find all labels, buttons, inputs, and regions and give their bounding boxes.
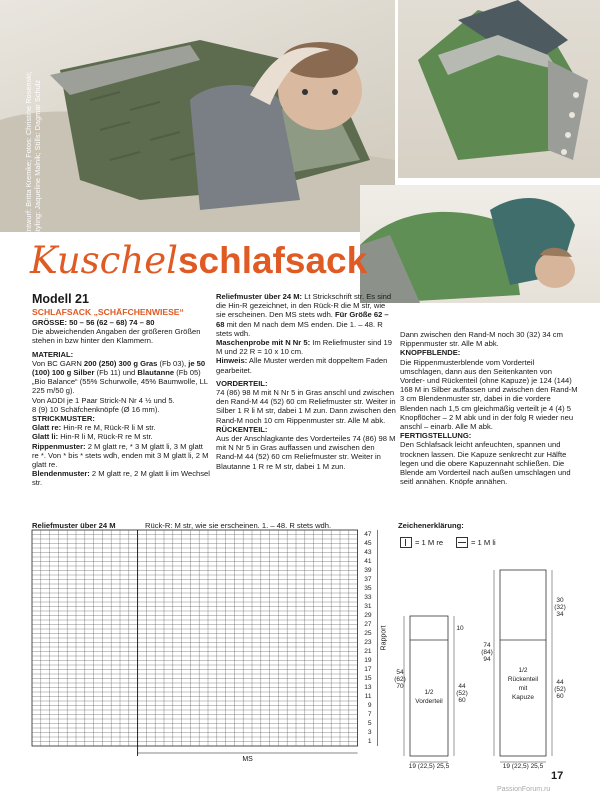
- size-label: GRÖSSE: 50 – 56 (62 – 68) 74 – 80: [32, 318, 155, 327]
- ms-label: MS: [242, 756, 253, 763]
- row-number: 5: [367, 720, 372, 727]
- material-amount: Blautanne: [137, 368, 175, 378]
- legend-knit-text: = 1 M re: [415, 538, 444, 547]
- sleeping-bag-flat-image: [398, 0, 600, 178]
- knopfblende-text: Die Rippenmusterblende vom Vorderteil umschlagen, dann aus den Seitenkanten von Vorder- und Rückenteil (ohne Kapuze) je 124 (144) 168 M in Silber auffassen und zwischen den Rand-M 3 cm Blendenmuster str, dabei in die vordere Blenden nach 1,5 cm gleichmäßig verteilt je 4 (4) 5 Knopflöcher – 2 M abk und in der folg R wieder neu anschl – einarb. Alle M abk.: [400, 357, 578, 432]
- row-number: 17: [364, 666, 372, 673]
- back-schematic: [494, 570, 552, 762]
- text-column-3: [400, 330, 578, 486]
- back-top-dim: (32): [554, 604, 566, 611]
- term-text: Hin-R li M, Rück-R re M str.: [58, 432, 153, 442]
- row-number: 47: [364, 531, 372, 538]
- front-body-dim: (52): [456, 690, 468, 697]
- baby-crawling-image: [360, 185, 600, 303]
- back-top-dim: 30: [556, 597, 564, 604]
- material-part: (Fb 03),: [157, 358, 189, 368]
- knopfblende-label: KNOPFBLENDE:: [400, 348, 461, 358]
- row-number: 13: [364, 684, 372, 691]
- front-total-dim: (62): [394, 676, 406, 683]
- row-number: 9: [367, 702, 372, 709]
- rueckenteil-continued: Dann zwischen den Rand-M noch 30 (32) 34 cm Rippenmuster str. Alle M abk.: [400, 330, 563, 349]
- row-number: 1: [367, 738, 372, 745]
- back-label-1: 1/2: [518, 667, 528, 674]
- term-text: Hin-R re M, Rück-R li M str.: [61, 423, 156, 433]
- back-label-3: mit: [518, 685, 528, 692]
- front-total-dim: 54: [396, 669, 404, 676]
- vorderteil-text: 74 (86) 98 M mit N Nr 5 in Gras anschl und zwischen den Rand-M 44 (52) 60 cm Reliefmuster str. Weiter in Silber 1 R li M str, dabei 1 M zun. Dann zwischen den Rand-M noch 10 cm Rippenmuster str. Alle M abk.: [216, 388, 396, 425]
- row-number: 25: [364, 630, 372, 637]
- term: Blendenmuster:: [32, 469, 90, 479]
- front-body-dim: 44: [458, 683, 466, 690]
- back-total-dim: 94: [483, 656, 491, 663]
- rippen-text: [32, 442, 210, 470]
- row-number: 19: [364, 657, 372, 664]
- row-number: 33: [364, 594, 372, 601]
- material-text: [32, 359, 210, 396]
- chart-note: Rück-R: M str, wie sie erscheinen. 1. – 48. R stets wdh.: [145, 521, 332, 530]
- schematic-diagram: [396, 560, 576, 770]
- back-body-dim: (52): [554, 686, 566, 693]
- fertigstellung-label: FERTIGSTELLUNG:: [400, 431, 472, 441]
- front-label-2: Vorderteil: [415, 698, 443, 705]
- fertigstellung-text: Den Schlafsack leicht anfeuchten, spannen und trocknen lassen. Die Kapuze senkrecht zur Hälfte legen und die obere Kapuzennaht schließen. Die Blende am Vorderteil nach außen umschlagen und seitl annähen. Knöpfe annähen.: [400, 440, 571, 487]
- text-column-1: [32, 292, 210, 488]
- glatt-li-text: [32, 432, 210, 441]
- baby-in-sleeping-bag-image: [0, 0, 395, 232]
- hinweis-text: [216, 356, 396, 374]
- maschenprobe-text: [216, 338, 396, 356]
- row-number: 27: [364, 621, 372, 628]
- relief-text: [216, 292, 396, 338]
- term-text: 2 M glatt re, 2 M glatt li im Wechsel str.: [32, 469, 210, 488]
- row-number: 43: [364, 549, 372, 556]
- model-number: Modell 21: [32, 292, 89, 306]
- front-body-dim: 60: [458, 697, 466, 704]
- buttons-text: 8 (9) 10 Schäfchenknöpfe (Ø 16 mm).: [32, 404, 160, 414]
- glatt-re-text: [32, 423, 210, 432]
- rueckenteil-label: RÜCKENTEIL:: [216, 424, 268, 434]
- legend-knit: [400, 537, 443, 548]
- back-total-dim: (84): [481, 649, 493, 656]
- front-top-dim: 10: [456, 625, 464, 632]
- front-total-dim: 70: [396, 683, 404, 690]
- term: Maschenprobe mit N Nr 5:: [216, 338, 311, 348]
- strickmuster-label: STRICKMUSTER:: [32, 414, 95, 424]
- vorderteil-label: VORDERTEIL:: [216, 378, 268, 388]
- size-text: Die abweichenden Angaben der größeren Größen stehen in bzw hinter den Klammern.: [32, 327, 201, 346]
- top-right-photo: [398, 0, 600, 178]
- legend-title: Zeichenerklärung:: [398, 521, 464, 530]
- page-number: 17: [551, 770, 564, 782]
- term: Rippenmuster:: [32, 441, 86, 451]
- term: Hinweis:: [216, 356, 248, 366]
- legend-purl: [456, 537, 496, 548]
- back-label-2: Rückenteil: [507, 676, 539, 683]
- term: Glatt li:: [32, 432, 59, 442]
- legend-purl-text: = 1 M li: [471, 538, 496, 547]
- row-number: 21: [364, 648, 372, 655]
- back-width-dim: 19 (22,5) 25,5: [502, 763, 544, 770]
- title-bold: schlafsack: [177, 240, 368, 281]
- row-number: 7: [367, 711, 372, 718]
- term-text: Alle Muster werden mit doppeltem Faden gearbeitet.: [216, 356, 388, 375]
- needles-text: Von ADDI je 1 Paar Strick-N Nr 4 ½ und 5.: [32, 395, 175, 405]
- back-label-4: Kapuze: [511, 694, 535, 701]
- material-part: Von BC GARN: [32, 358, 84, 368]
- knit-symbol-icon: [400, 537, 412, 548]
- term: Für Größe 62 – 68: [216, 310, 389, 329]
- site-watermark: PassionForum.ru: [497, 786, 551, 793]
- page-title: [30, 238, 367, 288]
- term-text: 2 M glatt re, * 3 M glatt li, 3 M glatt re *. Von * bis * stets wdh, enden mit 3 M glatt li, 2 M glatt re.: [32, 441, 209, 470]
- row-number: 29: [364, 612, 372, 619]
- row-number: 41: [364, 558, 372, 565]
- front-label-1: 1/2: [424, 689, 434, 696]
- row-number: 39: [364, 567, 372, 574]
- term-text: mit den M nach dem MS enden. Die 1. – 48. R stets wdh.: [216, 319, 383, 338]
- photo-credit: [24, 71, 42, 236]
- material-part: (Fb 05) „Bio Balance“ (55% Schurwolle, 45% Baumwolle, LL 225 m/50 g).: [32, 368, 208, 396]
- rapport-label: Rapport: [380, 625, 388, 651]
- term-text: Im Reliefmuster sind 19 M und 22 R = 10 x 10 cm.: [216, 338, 392, 357]
- title-script: Kuschel: [30, 239, 178, 282]
- back-total-dim: 74: [483, 642, 491, 649]
- term: Reliefmuster über 24 M:: [216, 292, 303, 301]
- back-body-dim: 60: [556, 693, 564, 700]
- rueckenteil-text: Aus der Anschlagkante des Vorderteiles 74 (86) 98 M mit N Nr 5 in Gras auffassen und zwischen den Rand-M 44 (52) 60 cm Reliefmuster str. Weiter in Blautanne 1 R re M str, dabei 1 M zun.: [216, 434, 396, 471]
- row-number: 45: [364, 540, 372, 547]
- row-number: 23: [364, 639, 372, 646]
- model-subtitle: SCHLAFSACK „SCHÄFCHENWIESE“: [32, 307, 184, 317]
- text-column-2: [216, 292, 396, 471]
- row-number: 15: [364, 675, 372, 682]
- material-amount: 200 (250) 300 g Gras: [83, 358, 158, 368]
- row-number: 31: [364, 603, 372, 610]
- credit-line-2: Styling: Jaqueline Malnik; Stills: Dagmar Schulz: [33, 79, 42, 236]
- back-top-dim: 34: [556, 611, 564, 618]
- front-width-dim: 19 (22,5) 25,5: [408, 763, 450, 770]
- row-number: 3: [367, 729, 372, 736]
- term-text: Lt Strickschrift str. Es sind die Hin-R gezeichnet, in den Rück-R die M str, wie sie erscheinen. Den MS stets wdh.: [216, 292, 392, 320]
- chart-title: Reliefmuster über 24 M: [32, 521, 116, 530]
- blenden-text: [32, 469, 210, 487]
- back-body-dim: 44: [556, 679, 564, 686]
- term: Glatt re:: [32, 423, 62, 433]
- row-number: 11: [364, 693, 372, 700]
- purl-symbol-icon: [456, 537, 468, 548]
- material-part: (Fb 11) und: [94, 368, 138, 378]
- material-amount: je 50 (100) 100 g Silber: [32, 358, 206, 378]
- stitch-chart: [30, 528, 395, 763]
- main-photo: [0, 0, 395, 232]
- row-number: 37: [364, 576, 372, 583]
- material-label: MATERIAL:: [32, 349, 74, 359]
- row-number: 35: [364, 585, 372, 592]
- credit-line-1: Entwurf: Britta Kremke; Fotos: Christine Rosenski;: [24, 71, 33, 236]
- mid-right-photo: [360, 185, 600, 303]
